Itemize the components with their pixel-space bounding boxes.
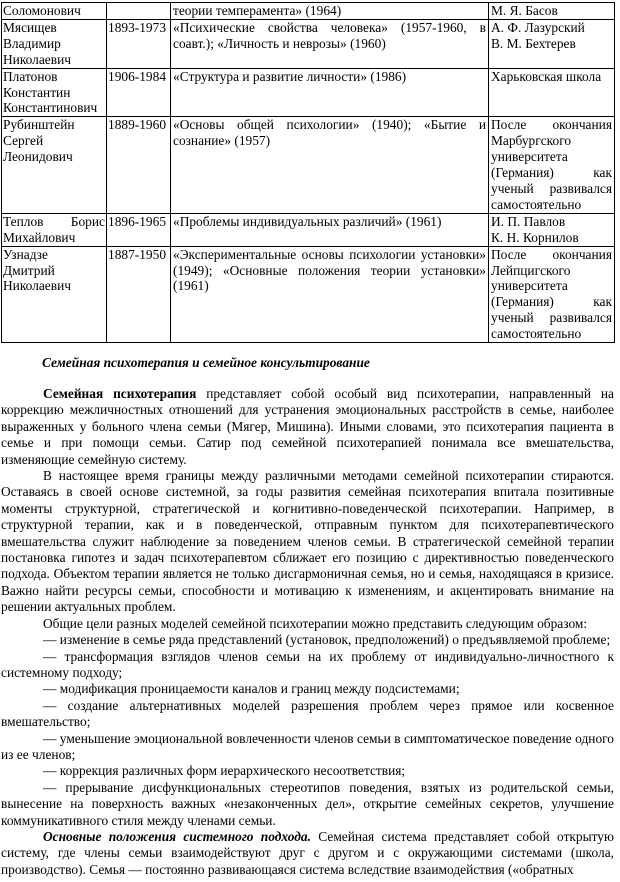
name-line: Константин [3,84,71,100]
name-cell [2,3,107,20]
influence-cell: После окончания Марбургского университета (Германия) как ученый развивался самостоятельно [489,117,615,213]
influence-line: И. П. Павлов [491,213,566,229]
table-row [2,68,615,117]
name-line: Рубинштейн [3,117,75,133]
term-lead: Семейная психотерапия [43,386,197,401]
name-line: Платонов [3,68,58,84]
works-cell: «Структура и развитие личности» (1986) [171,68,489,117]
name-line: Владимир [3,35,61,51]
list-item: — модификация проницаемости каналов и границ между подсистемами; [43,681,460,697]
paragraph [1,386,614,468]
section-heading: Семейная психотерапия и семейное консультирование [42,355,370,370]
years-cell [107,3,171,20]
table-row [2,246,615,342]
name-line: Николаевич [3,278,71,294]
list-item: — изменение в семье ряда представлений (установок, предположений) о предъявляемой проблеме; [43,632,611,648]
table-row [2,19,615,68]
works-cell: теории темперамента» (1964) [171,3,489,20]
years-cell: 1893-1973 [107,19,171,68]
name-cell [2,246,107,342]
table-row [2,117,615,213]
influence-line: В. М. Бехтерев [491,35,576,51]
name-line: Николаевич [3,51,71,67]
paragraph: В настоящее время границы между различными методами семейной психотерапии стираются. Оставаясь в своей основе системной, за годы развития семейная психотерапия впитала позитивные моменты структурной, стратегической и когнитивно-поведенческой психотерапии. Например, в структурной терапии, как и в поведенческой, отправным пунктом для психотерапевтического вмешательства служит наблюдение за поведением членов семьи. В стратегической семейной терапии постановка гипотез и задач психотерапевтом сближает его позицию с директивностью поведенческого подхода. Объектом терапии является не только дисгармоничная семья, но и семья, находящаяся в кризисе. Важно найти ресурсы семьи, способности и мотивацию к изменениям, и акцентировать внимание на решении актуальных проблем. [1,468,614,615]
body-text [1,386,614,878]
table-row [2,3,615,20]
influence-line: М. Я. Басов [491,3,558,18]
list-item: — прерывание дисфункциональных стереотипов поведения, взятых из родительской семьи, вынесение на поверхность важных «незаконченных дел», открытие семейных секретов, улучшение коммуникативного стиля между членами семьи. [1,779,614,828]
term-lead: Основные положения системного подхода. [43,828,311,844]
list-item: — создание альтернативных моделей разрешения проблем через прямое или косвенное вмешательство; [1,697,614,730]
influence-cell [489,68,615,117]
name-cell: Теплов Борис Михайлович [3,213,105,245]
influence-cell [489,213,615,246]
paragraph: Общие цели разных моделей семейной психотерапии можно представить следующим образом: [43,615,588,631]
name-line: Мясищев [3,19,57,35]
influence-cell [489,3,615,20]
name-line: Соломонович [3,3,81,18]
list-item: — коррекция различных форм иерархического несоответствия; [43,763,406,779]
influence-line: А. Ф. Лазурский [491,19,585,35]
name-line: Дмитрий [3,262,55,278]
name-cell [2,68,107,117]
influence-line: Харьковская школа [491,68,602,84]
works-cell: «Проблемы индивидуальных различий» (1961) [171,213,489,246]
years-cell: 1906-1984 [107,68,171,117]
influence-cell [489,19,615,68]
years-cell: 1889-1960 [107,117,171,213]
works-cell: «Психические свойства человека» (1957-1960, в соавт.); «Личность и неврозы» (1960) [171,19,489,68]
paragraph-text: Семейная система представляет собой открытую систему, где члены семьи взаимодействуют друг с другом и с окружающими системами (школа, производство). Семья — постоянно развивающаяся система вследствие взаимодействия («обратных [1,828,615,877]
name-line: Константинович [3,100,98,116]
list-item: — уменьшение эмоциональной вовлеченности членов семьи в симптоматическое поведение одного из ее членов; [1,730,614,762]
years-cell: 1896-1965 [107,213,171,246]
influence-cell: После окончания Лейпцигского университета (Германия) как ученый развивался самостоятельно [489,246,615,342]
works-cell: «Экспериментальные основы психологии установки» (1949); «Основные положения теории установки» (1961) [171,246,489,342]
works-cell: «Основы общей психологии» (1940); «Бытие и сознание» (1957) [171,117,489,213]
influence-line: К. Н. Корнилов [491,229,579,245]
years-cell: 1887-1950 [107,246,171,342]
paragraph-text: представляет собой особый вид психотерапии, направленный на коррекцию межличностных отношений для устранения эмоциональных расстройств в семье, наиболее выраженных у больного члена семьи (Мягер, Мишина). Иными словами, это психотерапия пациента в семье и при помощи семьи. Сатир под семейной психотерапией понимала все вмешательства, изменяющие семейную систему. [1,386,614,467]
paragraph [1,829,614,878]
psychologists-table [1,2,615,343]
name-line: Узнадзе [3,246,48,262]
name-line: Сергей [3,133,44,149]
table-row [2,213,615,246]
name-line: Леонидович [3,149,73,165]
list-item: — трансформация взглядов членов семьи на их проблему от индивидуально-личностного к системному подходу; [1,648,614,680]
name-cell [2,117,107,213]
name-cell [2,19,107,68]
